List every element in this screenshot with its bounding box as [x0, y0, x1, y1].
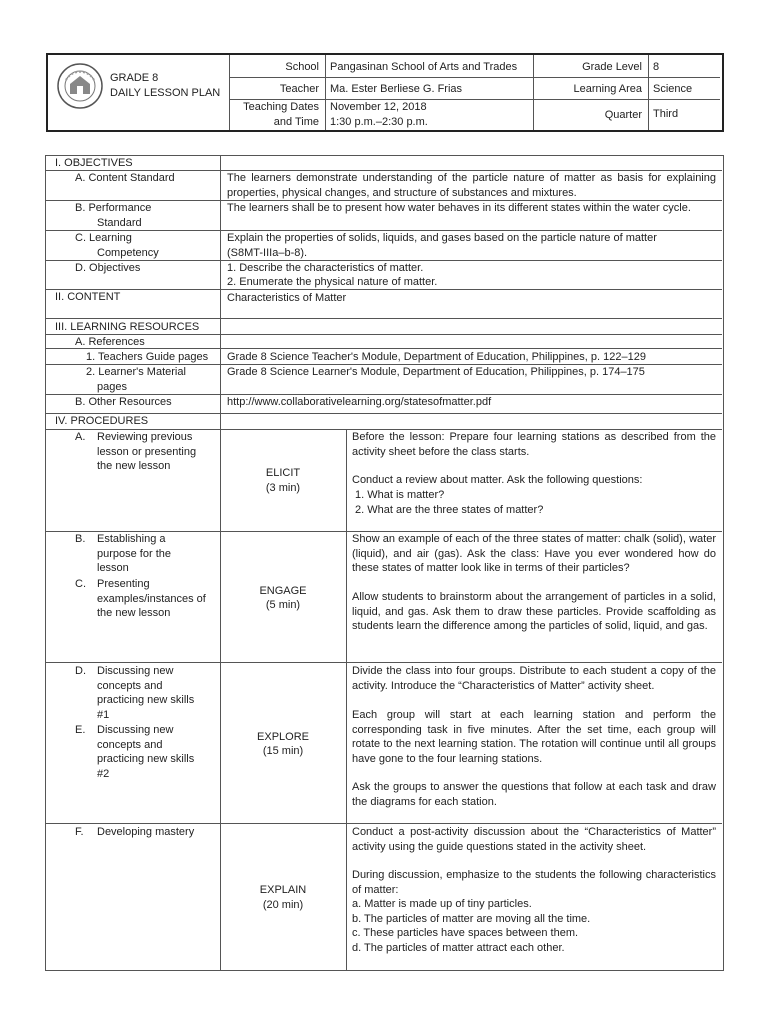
lm-label-2: pages	[97, 381, 127, 393]
resources-heading: III. LEARNING RESOURCES	[55, 321, 200, 333]
proc-d-line-4: #1	[97, 709, 110, 721]
proc-e-line-2: concepts and	[97, 739, 163, 751]
performance-label-2: Standard	[97, 217, 142, 229]
proc-d-line-1: Discussing new	[97, 665, 174, 677]
grade-level-label: Grade Level	[582, 61, 642, 73]
explore-paragraph-3: Ask the groups to answer the questions that follow at each task and draw the diagrams for each station.	[352, 781, 716, 808]
deped-seal-icon	[56, 62, 104, 110]
proc-b-line-1: Establishing a	[97, 533, 166, 545]
explore-phase: EXPLORE	[257, 731, 309, 743]
explain-phase: EXPLAIN	[259, 884, 307, 896]
objective-2: 2. Enumerate the physical nature of matter.	[227, 276, 438, 288]
engage-paragraph-1: Show an example of each of the three states of matter: chalk (solid), water (liquid), and air (gas). Ask the class: Have you ever wondered how do these states of matter look like in terms of their particles?	[352, 533, 716, 575]
engage-phase: ENGAGE	[259, 585, 307, 597]
proc-f-letter: F.	[75, 826, 84, 838]
dates-label-2: and Time	[273, 116, 319, 128]
explain-item-c: c. These particles have spaces between them.	[352, 927, 579, 939]
other-resources-label: B. Other Resources	[75, 396, 172, 408]
performance-standard-text: The learners shall be to present how water behaves in its different states within the water cycle.	[227, 202, 691, 214]
time-value: 1:30 p.m.–2:30 p.m.	[330, 116, 428, 128]
content-standard-label: A. Content Standard	[75, 172, 175, 184]
dates-label-1: Teaching Dates	[243, 101, 319, 113]
proc-c-line-2: examples/instances of	[97, 593, 206, 605]
doc-type-title: DAILY LESSON PLAN	[110, 87, 221, 99]
elicit-question-2: 2. What are the three states of matter?	[355, 504, 544, 516]
objectives-heading: I. OBJECTIVES	[55, 157, 133, 169]
proc-e-line-4: #2	[97, 768, 110, 780]
lm-value: Grade 8 Science Learner's Module, Department of Education, Philippines, p. 174–175	[227, 366, 645, 378]
explain-item-b: b. The particles of matter are moving all the time.	[352, 913, 591, 925]
objectives-label: D. Objectives	[75, 262, 141, 274]
proc-e-letter: E.	[75, 724, 86, 736]
elicit-time: (3 min)	[265, 482, 301, 494]
content-value: Characteristics of Matter	[227, 292, 347, 304]
quarter-label: Quarter	[604, 109, 642, 121]
other-resources-link[interactable]: http://www.collaborativelearning.org/statesofmatter.pdf	[227, 396, 492, 408]
proc-a-letter: A.	[75, 431, 86, 443]
references-label: A. References	[75, 336, 145, 348]
engage-time: (5 min)	[265, 599, 301, 611]
explain-time: (20 min)	[262, 899, 304, 911]
objective-1: 1. Describe the characteristics of matter.	[227, 262, 424, 274]
content-standard-text: The learners demonstrate understanding of the particle nature of matter as basis for explaining properties, physical changes, and structure of substances and mixtures.	[227, 172, 716, 199]
proc-d-line-2: concepts and	[97, 680, 163, 692]
elicit-phase: ELICIT	[265, 467, 301, 479]
proc-f-line-1: Developing mastery	[97, 826, 195, 838]
explain-item-a: a. Matter is made up of tiny particles.	[352, 898, 532, 910]
explain-item-d: d. The particles of matter attract each other.	[352, 942, 565, 954]
elicit-paragraph-1: Before the lesson: Prepare four learning stations as described from the activity sheet before the class starts.	[352, 431, 716, 458]
proc-a-line-3: the new lesson	[97, 460, 171, 472]
content-heading: II. CONTENT	[55, 291, 121, 303]
proc-b-letter: B.	[75, 533, 86, 545]
grade-title: GRADE 8	[110, 72, 159, 84]
elicit-question-1: 1. What is matter?	[355, 489, 445, 501]
grade-level-value: 8	[653, 61, 660, 73]
competency-text: Explain the properties of solids, liquids, and gases based on the particle nature of matter	[227, 232, 657, 244]
explore-paragraph-2: Each group will start at each learning station and perform the corresponding task in five minutes. After the set time, each group will rotate to the next learning station. The rotation will continue until all groups have gone to the four learning stations.	[352, 709, 716, 765]
teacher-label: Teacher	[279, 83, 319, 95]
explore-time: (15 min)	[262, 745, 304, 757]
proc-b-line-3: lesson	[97, 562, 129, 574]
proc-e-line-3: practicing new skills	[97, 753, 195, 765]
engage-paragraph-2: Allow students to brainstorm about the arrangement of particles in a solid, liquid, and gas. Ask them to draw these particles. Provide scaffolding as students learn the difference among the particles of solid, liquid, and gas.	[352, 591, 716, 633]
tg-value: Grade 8 Science Teacher's Module, Department of Education, Philippines, p. 122–129	[227, 351, 646, 363]
competency-code: (S8MT-IIIa–b-8).	[227, 247, 308, 259]
proc-d-letter: D.	[75, 665, 86, 677]
school-value: Pangasinan School of Arts and Trades	[330, 61, 518, 73]
proc-b-line-2: purpose for the	[97, 548, 171, 560]
quarter-value: Third	[653, 108, 679, 120]
explain-paragraph-2: During discussion, emphasize to the students the following characteristics of matter:	[352, 869, 716, 896]
tg-label: 1. Teachers Guide pages	[86, 351, 209, 363]
proc-c-letter: C.	[75, 578, 86, 590]
competency-label-1: C. Learning	[75, 232, 132, 244]
proc-c-line-1: Presenting	[97, 578, 150, 590]
explain-paragraph-1: Conduct a post-activity discussion about the “Characteristics of Matter” activity using the guide questions stated in the activity sheet.	[352, 826, 716, 853]
learning-area-label: Learning Area	[573, 83, 642, 95]
proc-d-line-3: practicing new skills	[97, 694, 195, 706]
school-label: School	[285, 61, 319, 73]
proc-c-line-3: the new lesson	[97, 607, 171, 619]
proc-a-line-1: Reviewing previous	[97, 431, 193, 443]
explore-paragraph-1: Divide the class into four groups. Distribute to each student a copy of the activity. Introduce the “Characteristics of Matter” activity sheet.	[352, 665, 716, 692]
teacher-value: Ma. Ester Berliese G. Frias	[330, 83, 463, 95]
proc-e-line-1: Discussing new	[97, 724, 174, 736]
learning-area-value: Science	[653, 83, 693, 95]
elicit-paragraph-2: Conduct a review about matter. Ask the following questions:	[352, 474, 643, 486]
competency-label-2: Competency	[97, 247, 159, 259]
proc-a-line-2: lesson or presenting	[97, 446, 197, 458]
date-value: November 12, 2018	[330, 101, 427, 113]
lm-label-1: 2. Learner's Material	[86, 366, 186, 378]
procedures-heading: IV. PROCEDURES	[55, 415, 149, 427]
performance-label-1: B. Performance	[75, 202, 152, 214]
